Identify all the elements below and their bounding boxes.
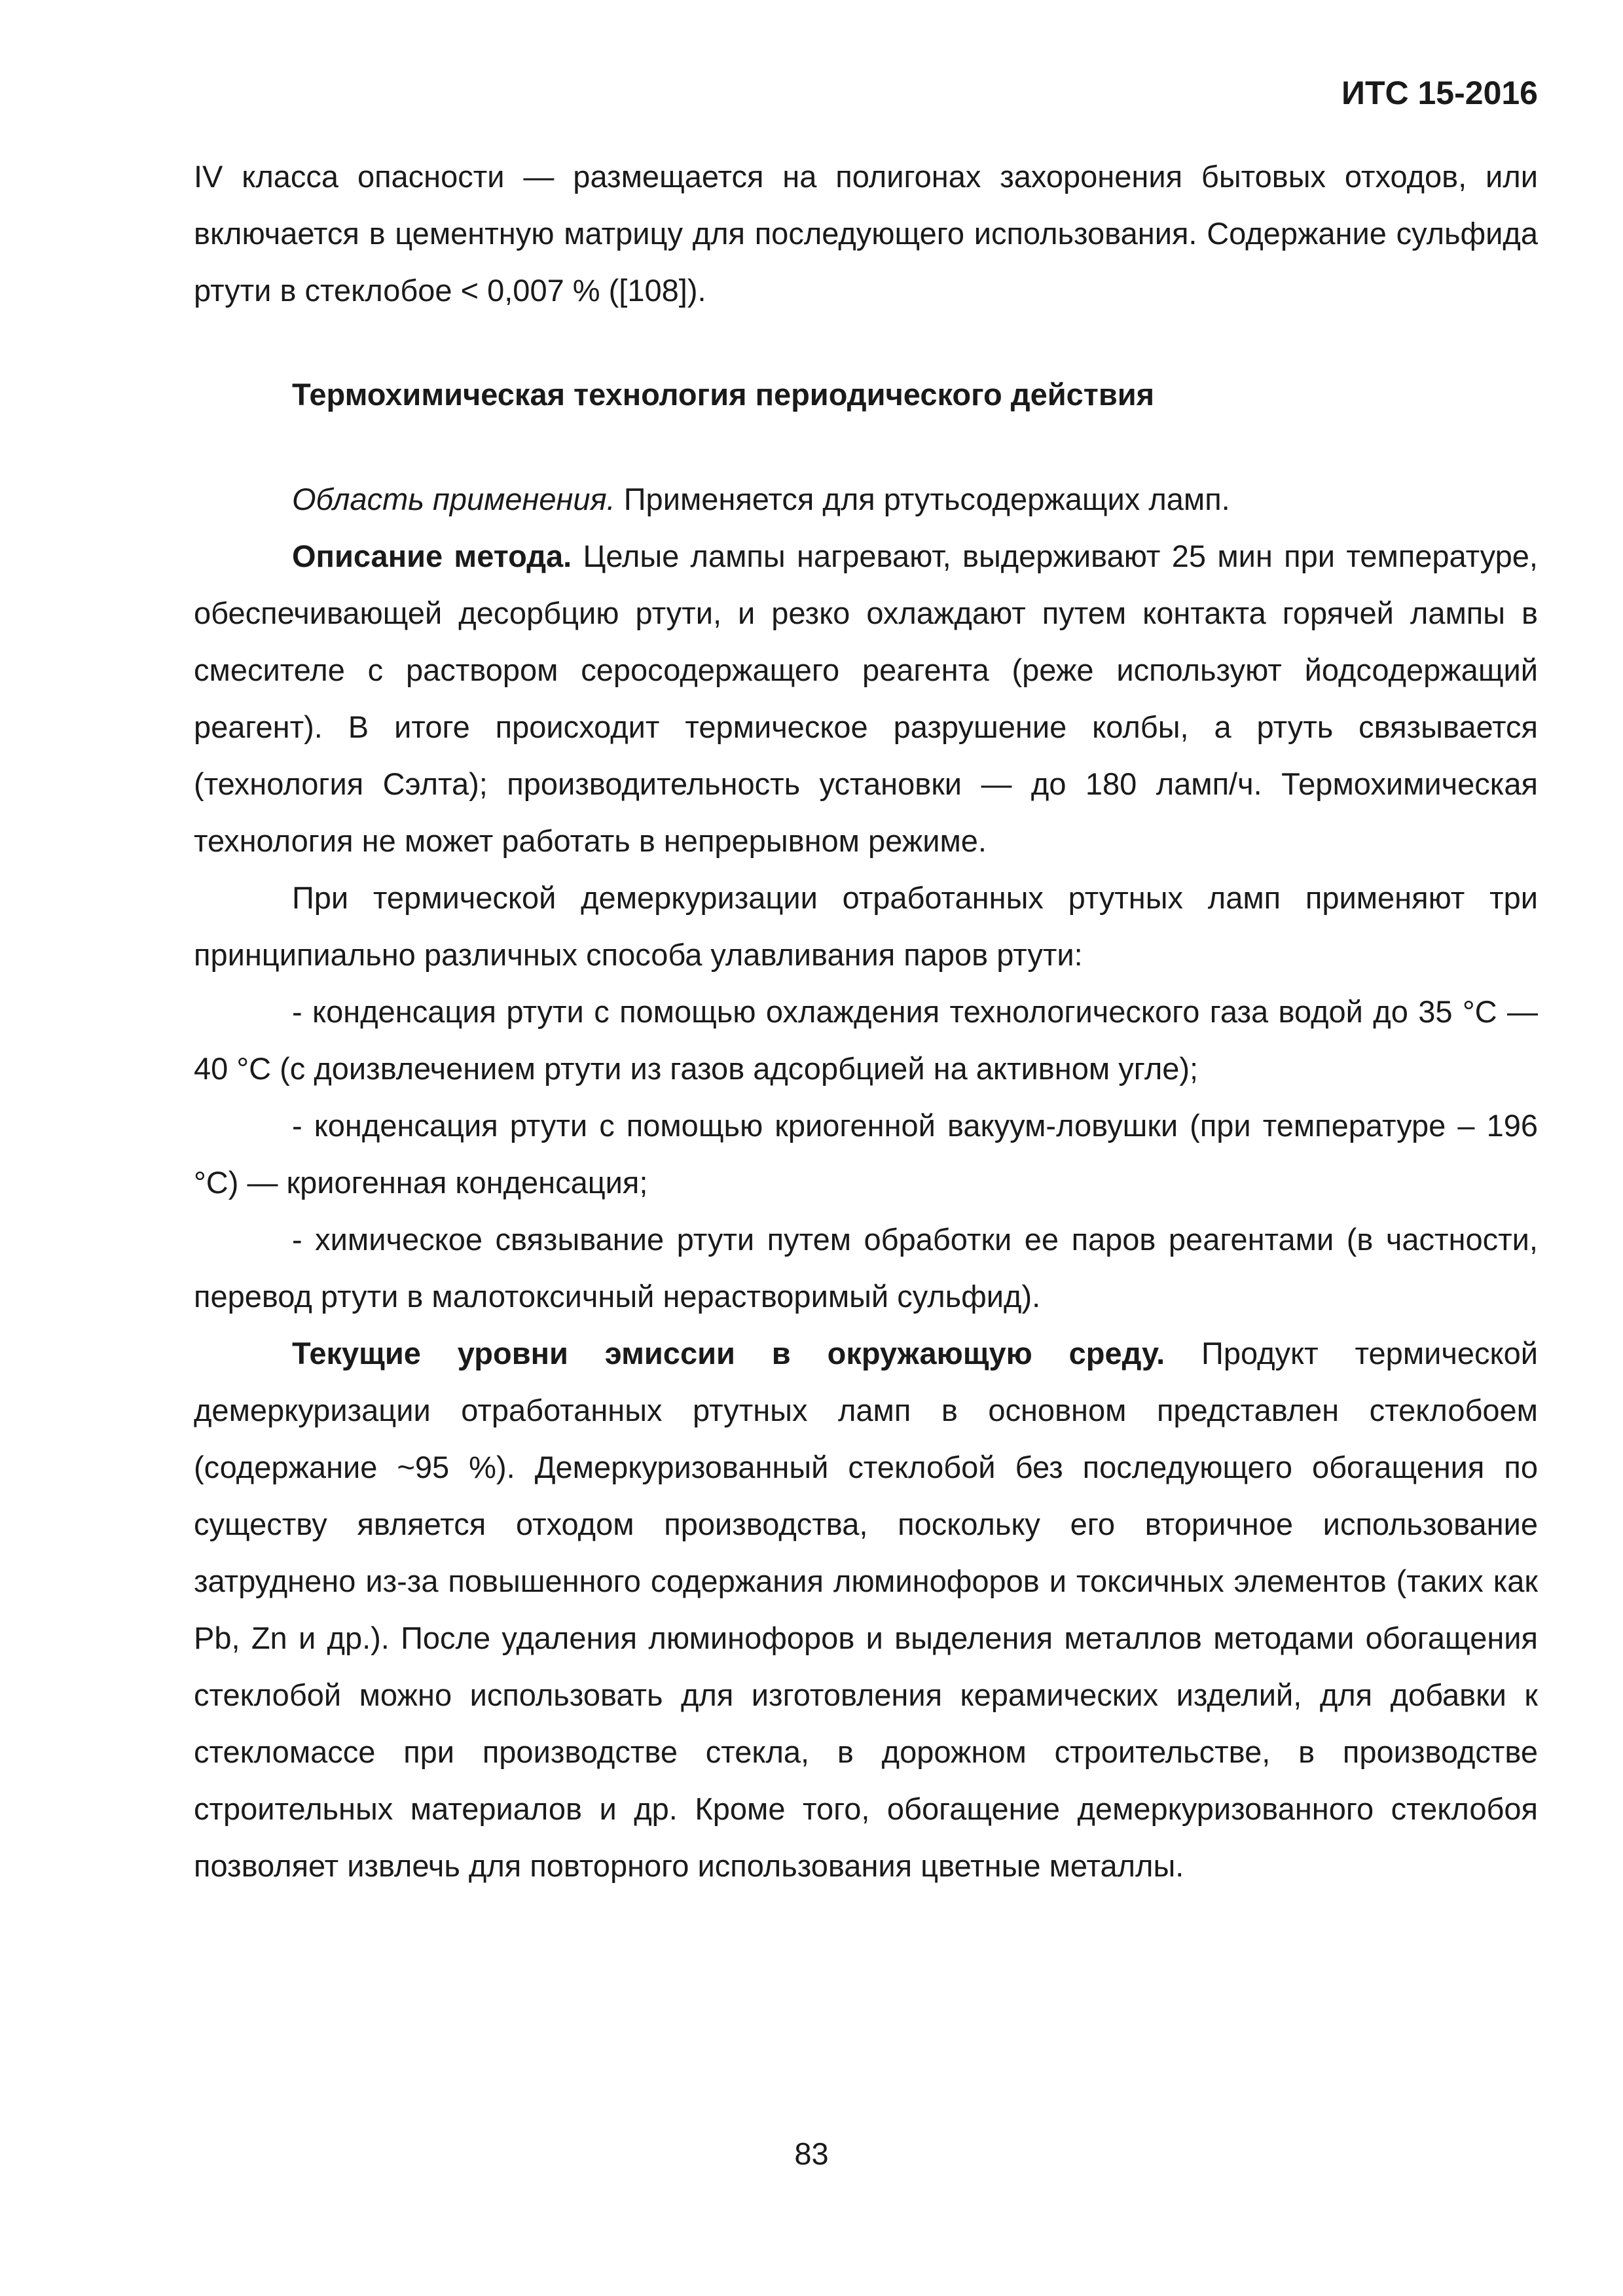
list-item: - конденсация ртути с помощью охлаждения технологического газа водой до 35 °С — 40 °С (с доизвлечением ртути из газов адсорбцией на активном угле); xyxy=(194,994,1538,1086)
list-item: - химическое связывание ртути путем обработки ее паров реагентами (в частности, перевод ртути в малотоксичный нерастворимый сульфид). xyxy=(194,1222,1538,1314)
list-item: - конденсация ртути с помощью криогенной вакуум-ловушки (при температуре – 196 °С) — криогенная конденсация; xyxy=(194,1108,1538,1200)
section-heading: Термохимическая технология периодического действия xyxy=(292,377,1155,412)
method-paragraph xyxy=(194,528,1538,869)
scope-text: Применяется для ртутьсодержащих ламп. xyxy=(615,482,1230,516)
method-text: Целые лампы нагревают, выдерживают 25 мин при температуре, обеспечивающей десорбцию ртути, и резко охлаждают путем контакта горячей лампы в смесителе с раствором серосодержащего реагента (реже используют йодсодержащий реагент). В итоге происходит термическое разрушение колбы, а ртуть связывается (технология Сэлта); производительность установки — до 180 ламп/ч. Термохимическая технология не может работать в непрерывном режиме. xyxy=(194,539,1538,858)
emission-label: Текущие уровни эмиссии в окружающую среду. xyxy=(292,1336,1165,1371)
page-number: 83 xyxy=(794,2136,829,2171)
method-label: Описание метода. xyxy=(292,539,572,573)
capture-intro-paragraph: При термической демеркуризации отработанных ртутных ламп применяют три принципиально различных способа улавливания паров ртути: xyxy=(194,880,1538,972)
page-body xyxy=(194,148,1538,1894)
document-code: ИТС 15-2016 xyxy=(1341,75,1538,111)
continuation-paragraph: IV класса опасности — размещается на полигонах захоронения бытовых отходов, или включается в цементную матрицу для последующего использования. Содержание сульфида ртути в стеклобое < 0,007 % ([108]). xyxy=(194,159,1538,308)
scope-label: Область применения. xyxy=(292,482,615,516)
emission-paragraph xyxy=(194,1325,1538,1894)
emission-text: Продукт термической демеркуризации отработанных ртутных ламп в основном представлен стеклобоем (содержание ~95 %). Демеркуризованный стеклобой без последующего обогащения по существу является отходом производства, поскольку его вторичное использование затруднено из-за повышенного содержания люминофоров и токсичных элементов (таких как Pb, Zn и др.). После удаления люминофоров и выделения металлов методами обогащения стеклобой можно использовать для изготовления керамических изделий, для добавки к стекломассе при производстве стекла, в дорожном строительстве, в производстве строительных материалов и др. Кроме того, обогащение демеркуризованного стеклобоя позволяет извлечь для повторного использования цветные металлы. xyxy=(194,1336,1539,1883)
scope-paragraph xyxy=(194,471,1538,528)
